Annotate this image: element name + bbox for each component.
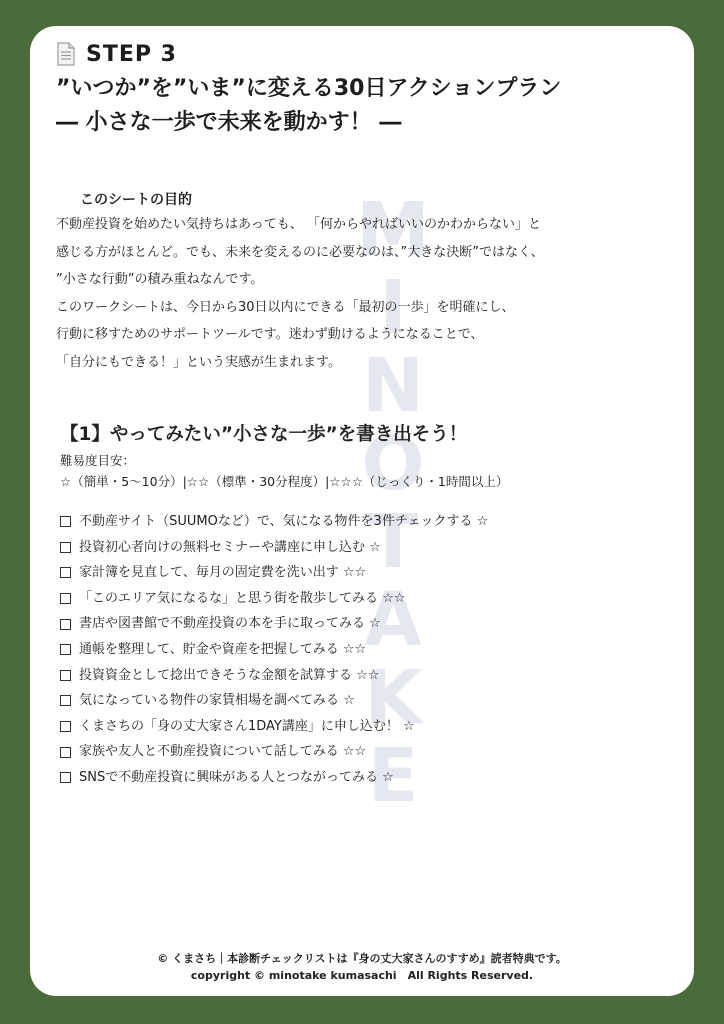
step-line [56,38,561,70]
purpose-line: 行動に移すためのサポートツールです。迷わず動けるようになることで、 [56,327,484,342]
checklist-item[interactable] [60,535,670,561]
checklist-item-label: SNSで不動産投資に興味がある人とつながってみる ☆ [79,769,394,785]
checklist-item-label: くまさちの「身の丈大家さん1DAY講座」に申し込む！ ☆ [79,718,415,734]
purpose-section [56,189,656,376]
checkbox-icon[interactable] [60,747,71,758]
checklist-item[interactable] [60,637,670,663]
checklist-item-label: 投資資金として捻出できそうな金額を試算する ☆☆ [79,667,380,683]
purpose-line: 「自分にもできる！」という実感が生まれます。 [56,354,341,370]
watermark-letter: E [367,733,419,819]
checklist-item-label: 通帳を整理して、貯金や資産を把握してみる ☆☆ [79,641,367,657]
action-checklist [60,509,670,791]
checkbox-icon[interactable] [60,516,71,527]
action-section [60,421,670,791]
checklist-item-label: 「このエリア気になるな」と思う街を散歩してみる ☆☆ [79,590,406,606]
checklist-item-label: 気になっている物件の家賃相場を調べてみる ☆ [79,693,355,709]
checkbox-icon[interactable] [60,695,71,706]
watermark-letter: N [362,343,424,429]
checklist-item-label: 不動産サイト（SUUMOなど）で、気になる物件を3件チェックする ☆ [79,514,489,529]
worksheet-page [30,26,694,996]
checkbox-icon[interactable] [60,772,71,783]
checklist-item[interactable] [60,663,670,689]
checklist-item[interactable] [60,560,670,586]
checkbox-icon[interactable] [60,542,71,553]
page-header [56,38,561,140]
checklist-item-label: 投資初心者向けの無料セミナーや講座に申し込む ☆ [79,539,381,555]
page-title: ”いつか”を”いま”に変える30日アクションプラン [56,76,562,101]
checklist-item[interactable] [60,714,670,740]
watermark-letter: I [379,265,407,351]
page-footer [30,950,694,984]
difficulty-label: 難易度目安： [60,453,136,468]
page-subtitle: ― 小さな一歩で未来を動かす！ ― [56,110,402,135]
checklist-item[interactable] [60,586,670,612]
checklist-item[interactable] [60,611,670,637]
checklist-item-label: 書店や図書館で不動産投資の本を手に取ってみる ☆ [79,616,381,632]
watermark-letter: M [356,187,430,273]
checkbox-icon[interactable] [60,567,71,578]
checkbox-icon[interactable] [60,619,71,630]
watermark-letter: T [367,499,419,585]
watermark-letter: A [364,577,422,663]
checkbox-icon[interactable] [60,721,71,732]
document-icon [56,42,76,66]
checklist-item[interactable] [60,765,670,791]
watermark-letter: K [364,655,422,741]
difficulty-scale: ☆（簡単・5～10分）|☆☆（標準・30分程度）|☆☆☆（じっくり・1時間以上） [60,474,509,489]
checklist-item[interactable] [60,688,670,714]
checkbox-icon[interactable] [60,593,71,604]
checklist-item[interactable] [60,739,670,765]
checklist-item-label: 家計簿を見直して、毎月の固定費を洗い出す ☆☆ [79,565,367,581]
checkbox-icon[interactable] [60,670,71,681]
purpose-line: ”小さな行動”の積み重ねなんです。 [56,272,264,287]
purpose-heading: このシートの目的 [80,192,192,208]
checklist-item[interactable] [60,509,670,535]
checklist-item-label: 家族や友人と不動産投資について話してみる ☆☆ [79,744,367,760]
watermark-letter: O [361,421,425,507]
section-heading: 【1】やってみたい”小さな一歩”を書き出そう！ [60,424,468,445]
footer-copyright: copyright © minotake kumasachi All Rights Reserved. [190,969,534,982]
purpose-line: このワークシートは、今日から30日以内にできる「最初の一歩」を明確にし、 [56,299,515,315]
purpose-line: 不動産投資を始めたい気持ちはあっても、 「何からやればいいのかわからない」と [56,217,542,232]
step-label: STEP 3 [86,41,177,67]
checkbox-icon[interactable] [60,644,71,655]
purpose-line: 感じる方がほとんど。でも、未来を変えるのに必要なのは、”大きな決断”ではなく、 [56,244,544,260]
footer-credit: © くまさち｜本診断チェックリストは『身の丈大家さんのすすめ』読者特典です。 [157,952,567,965]
